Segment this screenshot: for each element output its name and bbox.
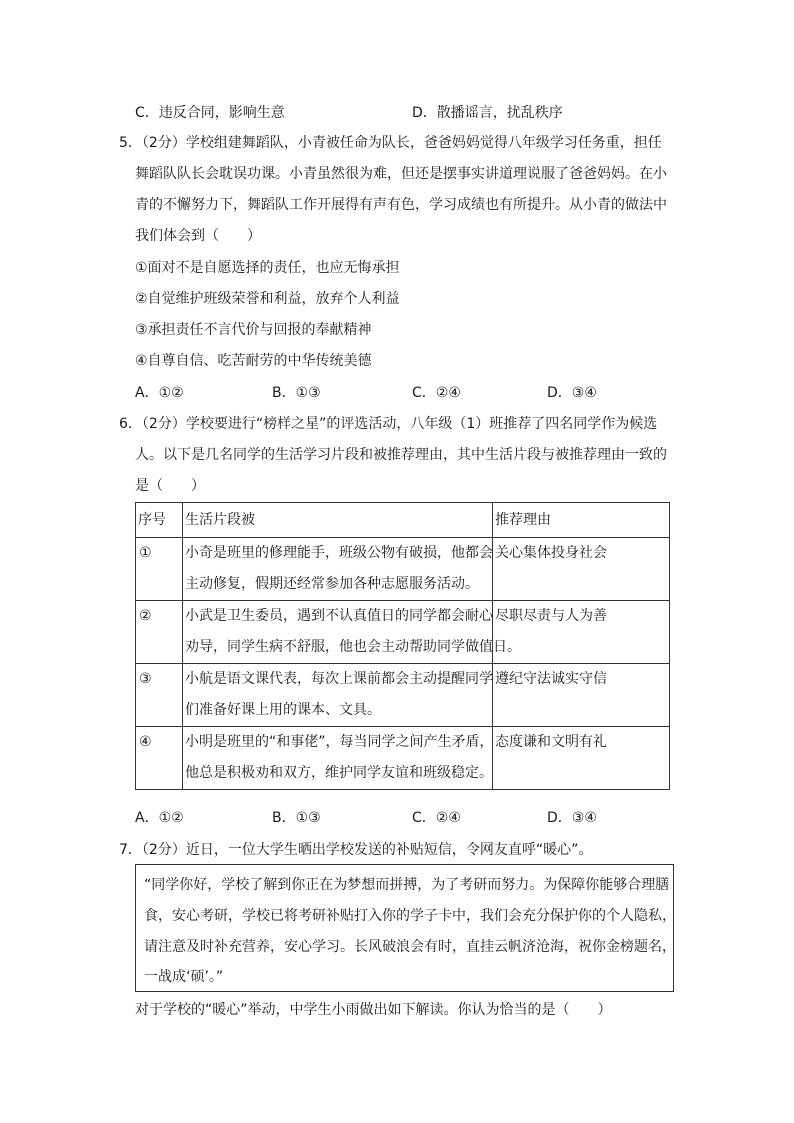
- q5-option-a[interactable]: A．①②: [135, 385, 184, 401]
- q6-stem-line-1: 6．（2分）学校要进行“榜样之星”的评选活动，八年级（1）班推荐了四名同学作为候选: [119, 416, 658, 432]
- table-cell-fragment: [183, 664, 493, 727]
- q5-item-3: ③承担责任不言代价与回报的奉献精神: [135, 322, 372, 338]
- table-header-fragment: 生活片段被: [183, 503, 493, 538]
- table-cell-num: ④: [136, 727, 183, 790]
- fragment-line: 小奇是班里的修理能手，班级公物有破损，他都会: [185, 545, 493, 561]
- q7-box-line-3: 请注意及时补充营养，安心学习。长风破浪会有时，直挂云帆济沧海，祝你金榜题名，: [144, 939, 676, 955]
- table-header-reason: 推荐理由: [493, 503, 670, 538]
- q6-table: [135, 502, 670, 790]
- q6-option-d[interactable]: D．③④: [547, 810, 597, 826]
- fragment-line: 主动修复，假期还经常参加各种志愿服务活动。: [185, 576, 479, 592]
- q5-stem-line-3: 青的不懈努力下，舞蹈队工作开展得有声有色，学习成绩也有所提升。从小青的做法中: [135, 197, 667, 213]
- fragment-line: 小武是卫生委员，遇到不认真值日的同学都会耐心: [185, 608, 493, 624]
- q4-option-c[interactable]: C．违反合同，影响生意: [135, 105, 285, 121]
- table-row: [136, 664, 670, 727]
- q5-option-d[interactable]: D．③④: [547, 385, 597, 401]
- table-cell-num: ①: [136, 538, 183, 601]
- fragment-line: 小航是语文课代表，每次上课前都会主动提醒同学: [185, 671, 493, 687]
- q5-option-b[interactable]: B．①③: [272, 385, 321, 401]
- table-cell-reason: 遵纪守法诚实守信: [493, 664, 670, 727]
- q5-item-1: ①面对不是自愿选择的责任，也应无悔承担: [135, 260, 400, 276]
- q5-stem-line-1: 5．（2分）学校组建舞蹈队，小青被任命为队长，爸爸妈妈觉得八年级学习任务重，担任: [119, 135, 662, 151]
- q5-stem-line-2: 舞蹈队队长会耽误功课。小青虽然很为难，但还是摆事实讲道理说服了爸爸妈妈。在小: [135, 166, 667, 182]
- table-cell-num: ③: [136, 664, 183, 727]
- q6-option-b[interactable]: B．①③: [272, 810, 321, 826]
- fragment-line: 们准备好课上用的课本、文具。: [185, 702, 381, 718]
- table-header-num: 序号: [136, 503, 183, 538]
- table-cell-reason: 尽职尽责与人为善: [493, 601, 670, 664]
- q7-message-box: [135, 864, 674, 992]
- fragment-line: 劝导，同学生病不舒服，他也会主动帮助同学做值日。: [185, 639, 521, 655]
- table-row: [136, 601, 670, 664]
- q6-option-c[interactable]: C．②④: [412, 810, 461, 826]
- table-cell-num: ②: [136, 601, 183, 664]
- q5-item-4: ④自尊自信、吃苦耐劳的中华传统美德: [135, 353, 372, 369]
- table-cell-fragment: [183, 727, 493, 790]
- table-row: [136, 538, 670, 601]
- q6-stem-line-3: 是（ ）: [135, 478, 205, 494]
- q6-stem-line-2: 人。以下是几名同学的生活学习片段和被推荐理由，其中生活片段与被推荐理由一致的: [135, 447, 667, 463]
- table-row: [136, 727, 670, 790]
- q7-followup: 对于学校的“暖心”举动，中学生小雨做出如下解读。你认为恰当的是（ ）: [135, 1002, 612, 1018]
- q7-box-line-4: 一战成‘硕’。”: [144, 969, 224, 985]
- q4-option-d[interactable]: D．散播谣言，扰乱秩序: [412, 105, 563, 121]
- table-cell-reason: 态度谦和文明有礼: [493, 727, 670, 790]
- fragment-line: 小明是班里的“和事佬”，每当同学之间产生矛盾，: [185, 734, 494, 750]
- q7-stem: 7．（2分）近日，一位大学生晒出学校发送的补贴短信，令网友直呼“暖心”。: [119, 842, 593, 858]
- table-cell-fragment: [183, 538, 493, 601]
- q5-option-c[interactable]: C．②④: [412, 385, 461, 401]
- table-cell-fragment: [183, 601, 521, 664]
- fragment-line: 他总是积极劝和双方，维护同学友谊和班级稳定。: [185, 765, 493, 781]
- table-cell-reason: 关心集体投身社会: [493, 538, 670, 601]
- q5-item-2: ②自觉维护班级荣誉和利益，放弃个人利益: [135, 291, 400, 307]
- q7-box-line-1: “同学你好，学校了解到你正在为梦想而拼搏，为了考研而努力。为保障你能够合理膳: [144, 877, 670, 893]
- q5-stem-line-4: 我们体会到（ ）: [135, 228, 261, 244]
- table-header-row: [136, 503, 670, 538]
- q6-option-a[interactable]: A．①②: [135, 810, 184, 826]
- q7-box-line-2: 食，安心考研，学校已将考研补贴打入你的学子卡中，我们会充分保护你的个人隐私，: [144, 908, 676, 924]
